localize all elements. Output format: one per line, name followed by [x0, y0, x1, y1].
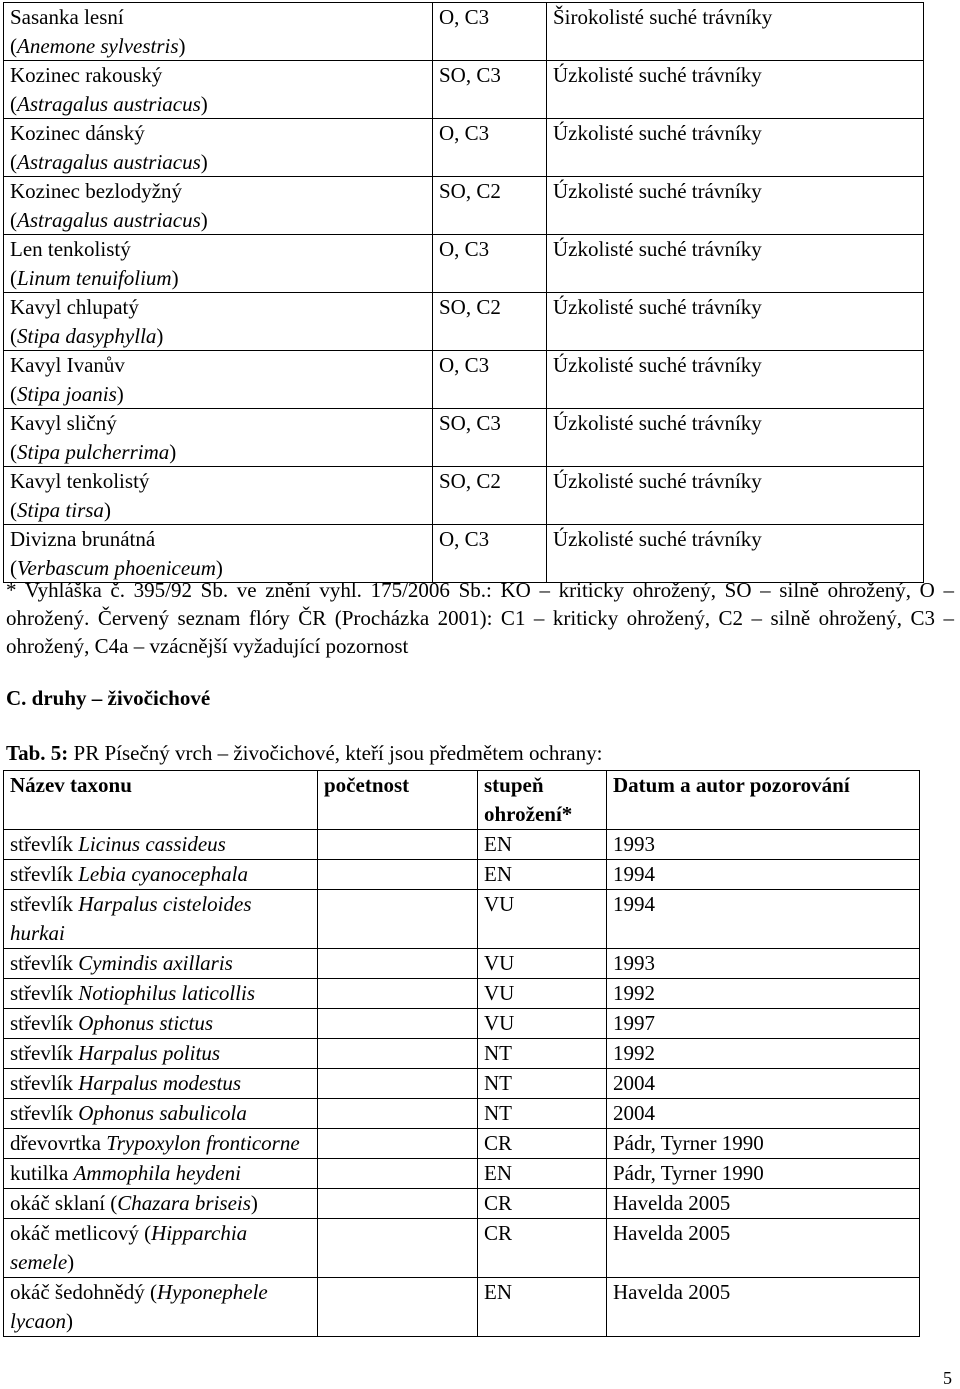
status-cell: NT — [478, 1039, 607, 1069]
habitat-cell: Úzkolisté suché trávníky — [547, 293, 924, 351]
species-cell — [4, 235, 433, 293]
plants-table — [3, 2, 924, 583]
latin-name: Lebia cyanocephala — [78, 862, 248, 886]
table-row — [4, 1009, 920, 1039]
close-paren: ) — [65, 1309, 73, 1333]
table-row — [4, 351, 924, 409]
date-cell: 2004 — [607, 1099, 920, 1129]
status-cell: O, C3 — [433, 235, 547, 293]
habitat-cell: Širokolisté suché trávníky — [547, 3, 924, 61]
status-cell: O, C3 — [433, 3, 547, 61]
taxon-cell — [4, 1099, 318, 1129]
habitat-cell: Úzkolisté suché trávníky — [547, 177, 924, 235]
species-name: Sasanka lesní — [10, 5, 124, 29]
header-cell: stupeň ohrožení* — [478, 771, 607, 830]
status-cell: CR — [478, 1219, 607, 1278]
table-row — [4, 890, 920, 949]
latin-name: Anemone sylvestris — [17, 33, 179, 58]
status-cell: EN — [478, 830, 607, 860]
taxon-cell — [4, 1039, 318, 1069]
species-cell — [4, 3, 433, 61]
status-cell: SO, C3 — [433, 61, 547, 119]
header-row — [4, 771, 920, 830]
taxon-cell — [4, 1189, 318, 1219]
status-cell: VU — [478, 979, 607, 1009]
date-cell: 1992 — [607, 979, 920, 1009]
table-row — [4, 235, 924, 293]
latin-name: Stipa tirsa — [17, 497, 104, 522]
common-name: okáč sklaní ( — [10, 1191, 118, 1215]
habitat-cell: Úzkolisté suché trávníky — [547, 351, 924, 409]
taxon-cell — [4, 949, 318, 979]
latin-name: Astragalus austriacus — [17, 91, 201, 116]
species-latin: (Verbascum phoeniceum) — [10, 555, 223, 580]
latin-name: Harpalus modestus — [78, 1071, 242, 1095]
status-cell: O, C3 — [433, 119, 547, 177]
taxon-cell — [4, 1129, 318, 1159]
page-number: 5 — [943, 1368, 952, 1388]
latin-name: Trypoxylon fronticorne — [106, 1131, 300, 1155]
close-paren: ) — [67, 1250, 75, 1274]
habitat-cell: Úzkolisté suché trávníky — [547, 61, 924, 119]
species-latin: (Stipa pulcherrima) — [10, 439, 177, 464]
latin-name: Harpalus cisteloides hurkai — [10, 892, 252, 945]
latin-name: Harpalus politus — [78, 1041, 221, 1065]
taxon-cell — [4, 890, 318, 949]
taxon-cell — [4, 1219, 318, 1278]
count-cell — [318, 1219, 478, 1278]
count-cell — [318, 1009, 478, 1039]
table-row — [4, 979, 920, 1009]
count-cell — [318, 1159, 478, 1189]
taxon-cell — [4, 1069, 318, 1099]
date-cell: Havelda 2005 — [607, 1219, 920, 1278]
habitat-cell: Úzkolisté suché trávníky — [547, 467, 924, 525]
habitat-cell: Úzkolisté suché trávníky — [547, 235, 924, 293]
count-cell — [318, 949, 478, 979]
species-name: Kozinec bezlodyžný — [10, 179, 183, 203]
latin-name: Astragalus austriacus — [17, 207, 201, 232]
date-cell: Havelda 2005 — [607, 1278, 920, 1337]
species-name: Kozinec dánský — [10, 121, 145, 145]
status-cell: VU — [478, 890, 607, 949]
caption-text: PR Písečný vrch – živočichové, kteří jsou předmětem ochrany: — [68, 741, 603, 765]
count-cell — [318, 1189, 478, 1219]
table-row — [4, 1189, 920, 1219]
status-cell: SO, C2 — [433, 293, 547, 351]
count-cell — [318, 1129, 478, 1159]
species-cell — [4, 467, 433, 525]
taxon-cell — [4, 979, 318, 1009]
latin-name: Licinus cassideus — [78, 832, 226, 856]
species-name: Kavyl tenkolistý — [10, 469, 150, 493]
common-name: střevlík — [10, 1041, 79, 1065]
status-cell: VU — [478, 949, 607, 979]
date-cell: 1993 — [607, 830, 920, 860]
latin-name: Ophonus stictus — [78, 1011, 214, 1035]
species-name: Kavyl Ivanův — [10, 353, 125, 377]
date-cell: Havelda 2005 — [607, 1189, 920, 1219]
species-latin: (Linum tenuifolium) — [10, 265, 179, 290]
common-name: střevlík — [10, 981, 79, 1005]
species-cell — [4, 409, 433, 467]
table-row — [4, 119, 924, 177]
table-row — [4, 525, 924, 583]
common-name: střevlík — [10, 1101, 79, 1125]
taxon-cell — [4, 1009, 318, 1039]
species-cell — [4, 525, 433, 583]
status-cell: O, C3 — [433, 525, 547, 583]
header-cell: Název taxonu — [4, 771, 318, 830]
latin-name: Cymindis axillaris — [78, 951, 233, 975]
species-name: Kavyl sličný — [10, 411, 117, 435]
table-row — [4, 1099, 920, 1129]
species-cell — [4, 293, 433, 351]
common-name: střevlík — [10, 1011, 79, 1035]
table-row — [4, 830, 920, 860]
common-name: střevlík — [10, 892, 79, 916]
taxon-cell — [4, 1278, 318, 1337]
species-name: Len tenkolistý — [10, 237, 131, 261]
latin-name: Stipa joanis — [17, 381, 117, 406]
header-cell: početnost — [318, 771, 478, 830]
caption-label: Tab. 5: — [6, 741, 69, 765]
species-cell — [4, 351, 433, 409]
status-cell: NT — [478, 1069, 607, 1099]
taxon-cell — [4, 860, 318, 890]
table-row — [4, 860, 920, 890]
species-name: Divizna brunátná — [10, 527, 156, 551]
common-name: okáč metlicový ( — [10, 1221, 152, 1245]
taxon-cell — [4, 830, 318, 860]
table-row — [4, 1039, 920, 1069]
common-name: střevlík — [10, 832, 79, 856]
species-latin: (Astragalus austriacus) — [10, 149, 208, 174]
count-cell — [318, 1039, 478, 1069]
species-latin: (Anemone sylvestris) — [10, 33, 186, 58]
table-row — [4, 409, 924, 467]
species-latin: (Astragalus austriacus) — [10, 207, 208, 232]
count-cell — [318, 890, 478, 949]
status-cell: SO, C2 — [433, 177, 547, 235]
count-cell — [318, 1278, 478, 1337]
animals-table — [3, 770, 920, 1337]
close-paren: ) — [250, 1191, 258, 1215]
status-cell: EN — [478, 860, 607, 890]
date-cell: 1992 — [607, 1039, 920, 1069]
table-row — [4, 1069, 920, 1099]
table-row — [4, 293, 924, 351]
latin-name: Hipparchia semele — [10, 1221, 248, 1274]
count-cell — [318, 1069, 478, 1099]
date-cell: 1997 — [607, 1009, 920, 1039]
latin-name: Ammophila heydeni — [73, 1161, 241, 1185]
section-heading: C. druhy – živočichové — [6, 686, 211, 710]
table-row — [4, 1129, 920, 1159]
species-latin: (Stipa joanis) — [10, 381, 124, 406]
latin-name: Verbascum phoeniceum — [17, 555, 216, 580]
status-cell: SO, C3 — [433, 409, 547, 467]
common-name: dřevovrtka — [10, 1131, 107, 1155]
count-cell — [318, 1099, 478, 1129]
status-cell: SO, C2 — [433, 467, 547, 525]
latin-name: Notiophilus laticollis — [78, 981, 256, 1005]
latin-name: Stipa pulcherrima — [17, 439, 170, 464]
habitat-cell: Úzkolisté suché trávníky — [547, 119, 924, 177]
count-cell — [318, 979, 478, 1009]
footnote: * Vyhláška č. 395/92 Sb. ve znění vyhl. 175/2006 Sb.: KO – kriticky ohrožený, SO – silně ohrožený, O – ohrožený. Červený seznam flóry ČR (Procházka 2001): C1 – kriticky ohrožený, C2 – silně ohrožený, C3 – ohrožený, C4a – vzácnější vyžadující pozornost — [6, 578, 954, 658]
header-cell: Datum a autor pozorování — [607, 771, 920, 830]
species-cell — [4, 177, 433, 235]
status-cell: VU — [478, 1009, 607, 1039]
table-caption — [6, 741, 602, 766]
status-cell: CR — [478, 1189, 607, 1219]
count-cell — [318, 860, 478, 890]
date-cell: 1994 — [607, 860, 920, 890]
date-cell: 1993 — [607, 949, 920, 979]
table-row — [4, 177, 924, 235]
status-cell: NT — [478, 1099, 607, 1129]
date-cell: 1994 — [607, 890, 920, 949]
status-cell: O, C3 — [433, 351, 547, 409]
species-cell — [4, 119, 433, 177]
latin-name: Stipa dasyphylla — [17, 323, 157, 348]
species-name: Kavyl chlupatý — [10, 295, 139, 319]
common-name: střevlík — [10, 951, 79, 975]
species-cell — [4, 61, 433, 119]
latin-name: Linum tenuifolium — [17, 265, 172, 290]
habitat-cell: Úzkolisté suché trávníky — [547, 409, 924, 467]
status-cell: CR — [478, 1129, 607, 1159]
habitat-cell: Úzkolisté suché trávníky — [547, 525, 924, 583]
common-name: okáč šedohnědý ( — [10, 1280, 157, 1304]
table-row — [4, 61, 924, 119]
common-name: kutilka — [10, 1161, 74, 1185]
table-row — [4, 3, 924, 61]
species-latin: (Stipa tirsa) — [10, 497, 111, 522]
table-row — [4, 467, 924, 525]
date-cell: Pádr, Tyrner 1990 — [607, 1129, 920, 1159]
latin-name: Hyponephele lycaon — [10, 1280, 268, 1333]
table-row — [4, 1219, 920, 1278]
latin-name: Ophonus sabulicola — [78, 1101, 247, 1125]
date-cell: 2004 — [607, 1069, 920, 1099]
count-cell — [318, 830, 478, 860]
species-latin: (Stipa dasyphylla) — [10, 323, 164, 348]
species-name: Kozinec rakouský — [10, 63, 163, 87]
common-name: střevlík — [10, 862, 79, 886]
latin-name: Astragalus austriacus — [17, 149, 201, 174]
species-latin: (Astragalus austriacus) — [10, 91, 208, 116]
date-cell: Pádr, Tyrner 1990 — [607, 1159, 920, 1189]
table-row — [4, 1278, 920, 1337]
status-cell: EN — [478, 1159, 607, 1189]
taxon-cell — [4, 1159, 318, 1189]
status-cell: EN — [478, 1278, 607, 1337]
latin-name: Chazara briseis — [117, 1191, 251, 1215]
common-name: střevlík — [10, 1071, 79, 1095]
table-row — [4, 1159, 920, 1189]
table-row — [4, 949, 920, 979]
